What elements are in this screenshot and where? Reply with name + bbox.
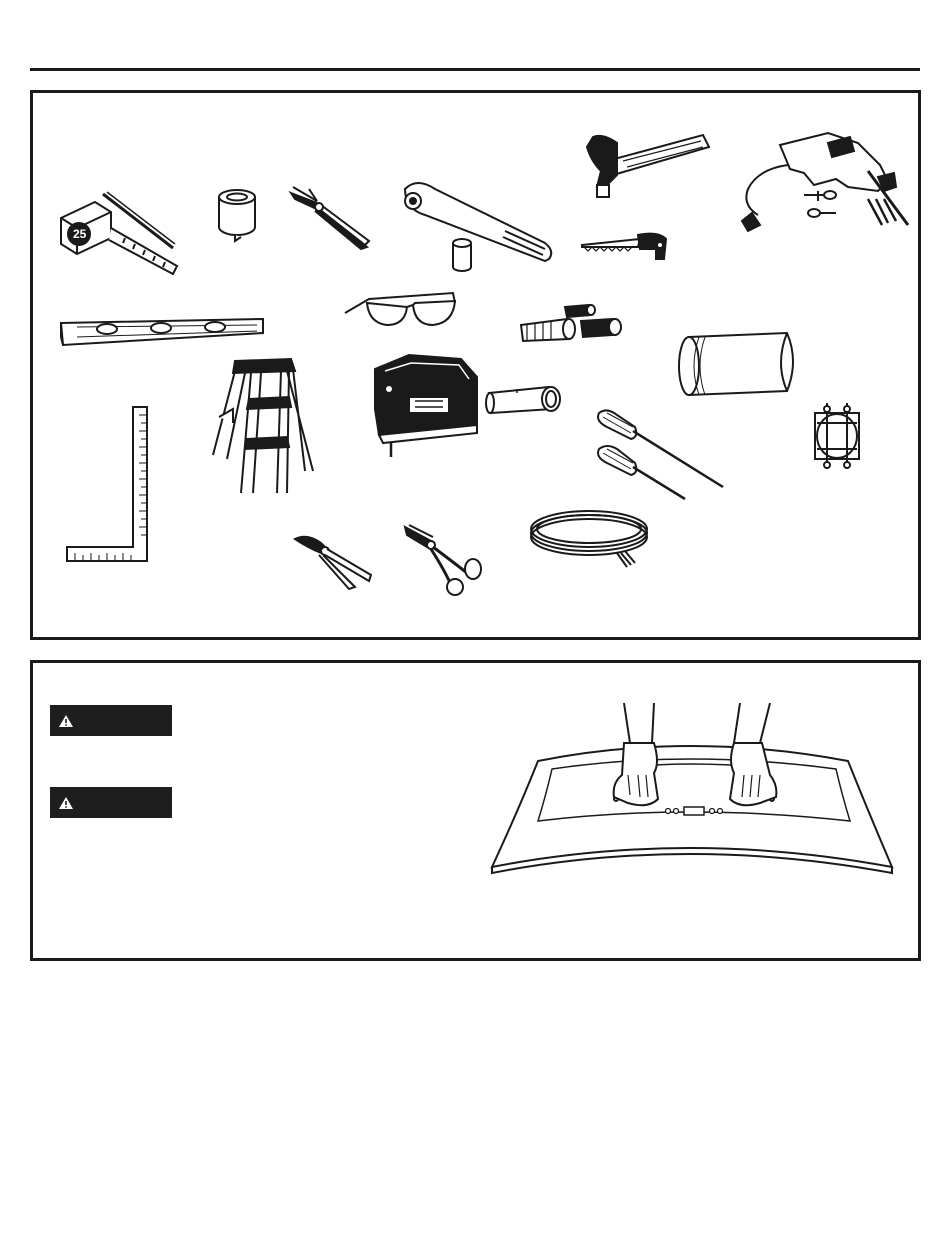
warning-triangle-icon [58,714,74,728]
step-ladder-icon [205,355,317,497]
tools-panel [30,90,921,640]
electrical-cable-icon [527,507,657,573]
warning-badge [50,705,172,736]
drywall-saw-icon [578,229,670,263]
warning-badge [50,787,172,818]
power-drill-icon [718,129,913,241]
hood-lift-icon [488,703,898,883]
duct-tape-icon [215,187,259,243]
duct-connector-icon [483,383,565,417]
tin-snips-icon [401,523,483,597]
hammer-icon [583,131,713,203]
screwdrivers-icon [593,407,727,505]
warning-panel [30,660,921,961]
carpenter-square-icon [65,405,153,565]
warning-triangle-icon [58,796,74,810]
round-duct-icon [675,331,801,399]
pliers-icon [291,533,375,591]
level-icon [57,315,269,349]
socket-wrench-icon [395,171,565,271]
wire-stripper-icon [287,185,373,253]
strain-relief-icon [807,399,867,473]
header-rule [30,68,920,71]
safety-glasses-icon [341,289,459,331]
tape-measure-label: 25 [73,227,87,241]
wire-nuts-icon [517,301,625,345]
tape-measure-icon [55,188,190,283]
jigsaw-icon [369,349,481,459]
